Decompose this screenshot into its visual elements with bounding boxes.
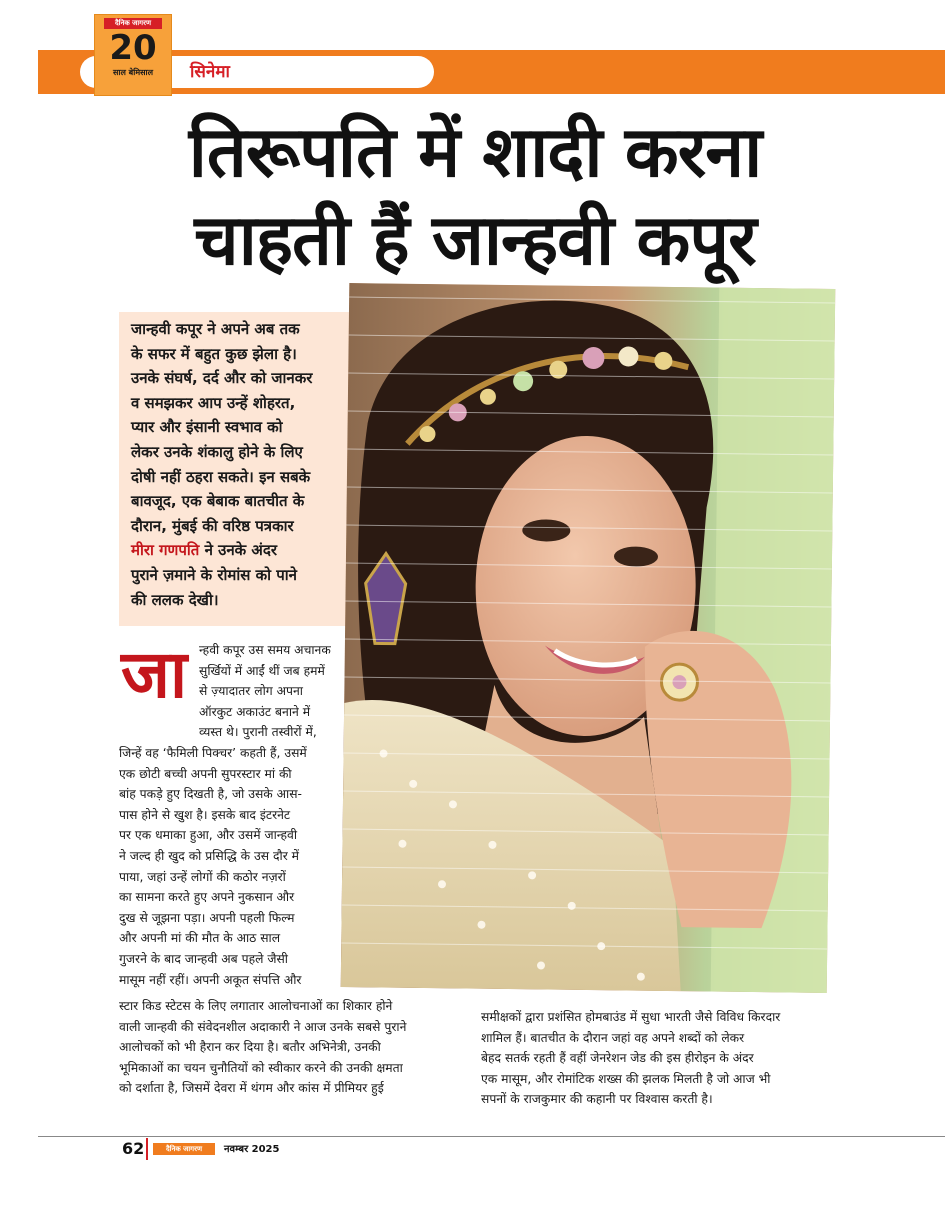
body-column-1 (119, 743, 341, 990)
standfirst-line: जान्हवी कपूर ने अपने अब तक (131, 320, 300, 338)
body-line: का सामना करते हुए अपने नुकसान और (119, 890, 295, 905)
body-line: स्टार किड स्टेटस के लिए लगातार आलोचनाओं का शिकार होने (119, 999, 393, 1013)
body-line: पास होने से खुश है। इसके बाद इंटरनेट (119, 807, 291, 822)
body-line: ऑरकुट अकाउंट बनाने में (199, 704, 311, 719)
body-line: समीक्षकों द्वारा प्रशंसित होमबाउंड में सुधा भारती जैसे विविध किरदार (481, 1010, 781, 1024)
body-line: आलोचकों को भी हैरान कर दिया है। बतौर अभिनेत्री, उनकी (119, 1040, 381, 1055)
anniversary-badge (94, 14, 172, 96)
article-headline (60, 108, 890, 284)
body-line: सपनों के राजकुमार की कहानी पर विश्वास करती है। (481, 1092, 713, 1107)
section-label: सिनेमा (190, 62, 230, 82)
standfirst-line: पुराने ज़माने के रोमांस को पाने (131, 565, 297, 584)
standfirst-line: व समझकर आप उन्हें शोहरत, (131, 393, 296, 412)
standfirst-line: के सफर में बहुत कुछ झेला है। (131, 344, 297, 363)
body-line: एक छोटी बच्ची अपनी सुपरस्टार मां की (119, 766, 292, 781)
badge-number: 20 (109, 28, 157, 68)
body-dropcap-lines (199, 640, 341, 743)
body-line: न्हवी कपूर उस समय अचानक (199, 643, 331, 657)
author-name: मीरा गणपति (131, 541, 200, 560)
body-line: दुख से जूझना पड़ा। अपनी पहली फिल्म (119, 910, 295, 925)
standfirst-line: दोषी नहीं ठहरा सकते। इन सबके (131, 467, 311, 486)
article-photo (341, 283, 836, 993)
body-line: एक मासूम, और रोमांटिक शख्स की झलक मिलती है जो आज भी (481, 1071, 771, 1086)
standfirst-after-author: ने उनके अंदर (199, 541, 277, 560)
standfirst-line: लेकर उनके शंकालु होने के लिए (131, 442, 303, 461)
standfirst-line: बावजूद, एक बेबाक बातचीत के (131, 492, 305, 511)
body-line: बांह पकड़े हुए दिखती है, जो उसके आस- (119, 787, 302, 802)
standfirst-line: प्यार और इंसानी स्वभाव को (131, 418, 283, 437)
body-line: भूमिकाओं का चयन चुनौतियों को स्वीकार करने की उनकी क्षमता (119, 1060, 403, 1075)
body-line: जिन्हें वह ‘फैमिली पिक्चर’ कहती हैं, उसमें (119, 746, 307, 760)
footer-brand-logo: दैनिक जागरण (153, 1143, 215, 1155)
body-line: मासूम नहीं रहीं। अपनी अकूत संपत्ति और (119, 972, 302, 987)
body-column-wide (119, 996, 464, 1099)
standfirst-line: दौरान, मुंबई की वरिष्ठ पत्रकार (131, 516, 294, 535)
standfirst (131, 317, 351, 612)
standfirst-line: उनके संघर्ष, दर्द और को जानकर (131, 369, 313, 388)
body-line: बेहद सतर्क रहती हैं वहीं जेनरेशन जेड की इस हीरोइन के अंदर (481, 1051, 754, 1066)
drop-cap: जा (121, 636, 186, 713)
footer-rule (38, 1136, 945, 1137)
body-line: और अपनी मां की मौत के आठ साल (119, 931, 281, 946)
body-column-2 (481, 1007, 828, 1110)
page-number: 62 (122, 1139, 145, 1158)
standfirst-line (131, 538, 351, 563)
issue-date: नवम्बर 2025 (224, 1144, 280, 1155)
body-line: पर एक धमाका हुआ, और उसमें जान्हवी (119, 828, 297, 843)
body-line: से ज़्यादातर लोग अपना (199, 684, 303, 699)
badge-brand-logo: दैनिक जागरण (104, 18, 162, 29)
headline-line-1: तिरूपति में शादी करना (188, 111, 762, 193)
body-line: गुजरने के बाद जान्हवी अब पहले जैसी (119, 951, 288, 966)
badge-caption: साल बेमिसाल (112, 68, 154, 77)
body-line: पाया, जहां उन्हें लोगों की कठोर नज़रों (119, 869, 286, 884)
body-line: को दर्शाता है, जिसमें देवरा में थंगम और कांस में प्रीमियर हुई (119, 1081, 384, 1096)
standfirst-line: की ललक देखी। (131, 590, 219, 609)
headline-line-2: चाहती हैं जान्हवी कपूर (194, 199, 756, 281)
body-line: शामिल हैं। बातचीत के दौरान जहां वह अपने शब्दों को लेकर (481, 1030, 745, 1045)
body-line: सुर्खियों में आईं थीं जब हममें (199, 663, 325, 678)
body-line: वाली जान्हवी की संवेदनशील अदाकारी ने आज उनके सबसे पुराने (119, 1019, 407, 1034)
portrait-illustration (341, 283, 836, 993)
footer-divider (146, 1138, 148, 1160)
body-line: व्यस्त थे। पुरानी तस्वीरों में, (199, 725, 317, 740)
body-line: ने जल्द ही खुद को प्रसिद्धि के उस दौर में (119, 848, 299, 863)
